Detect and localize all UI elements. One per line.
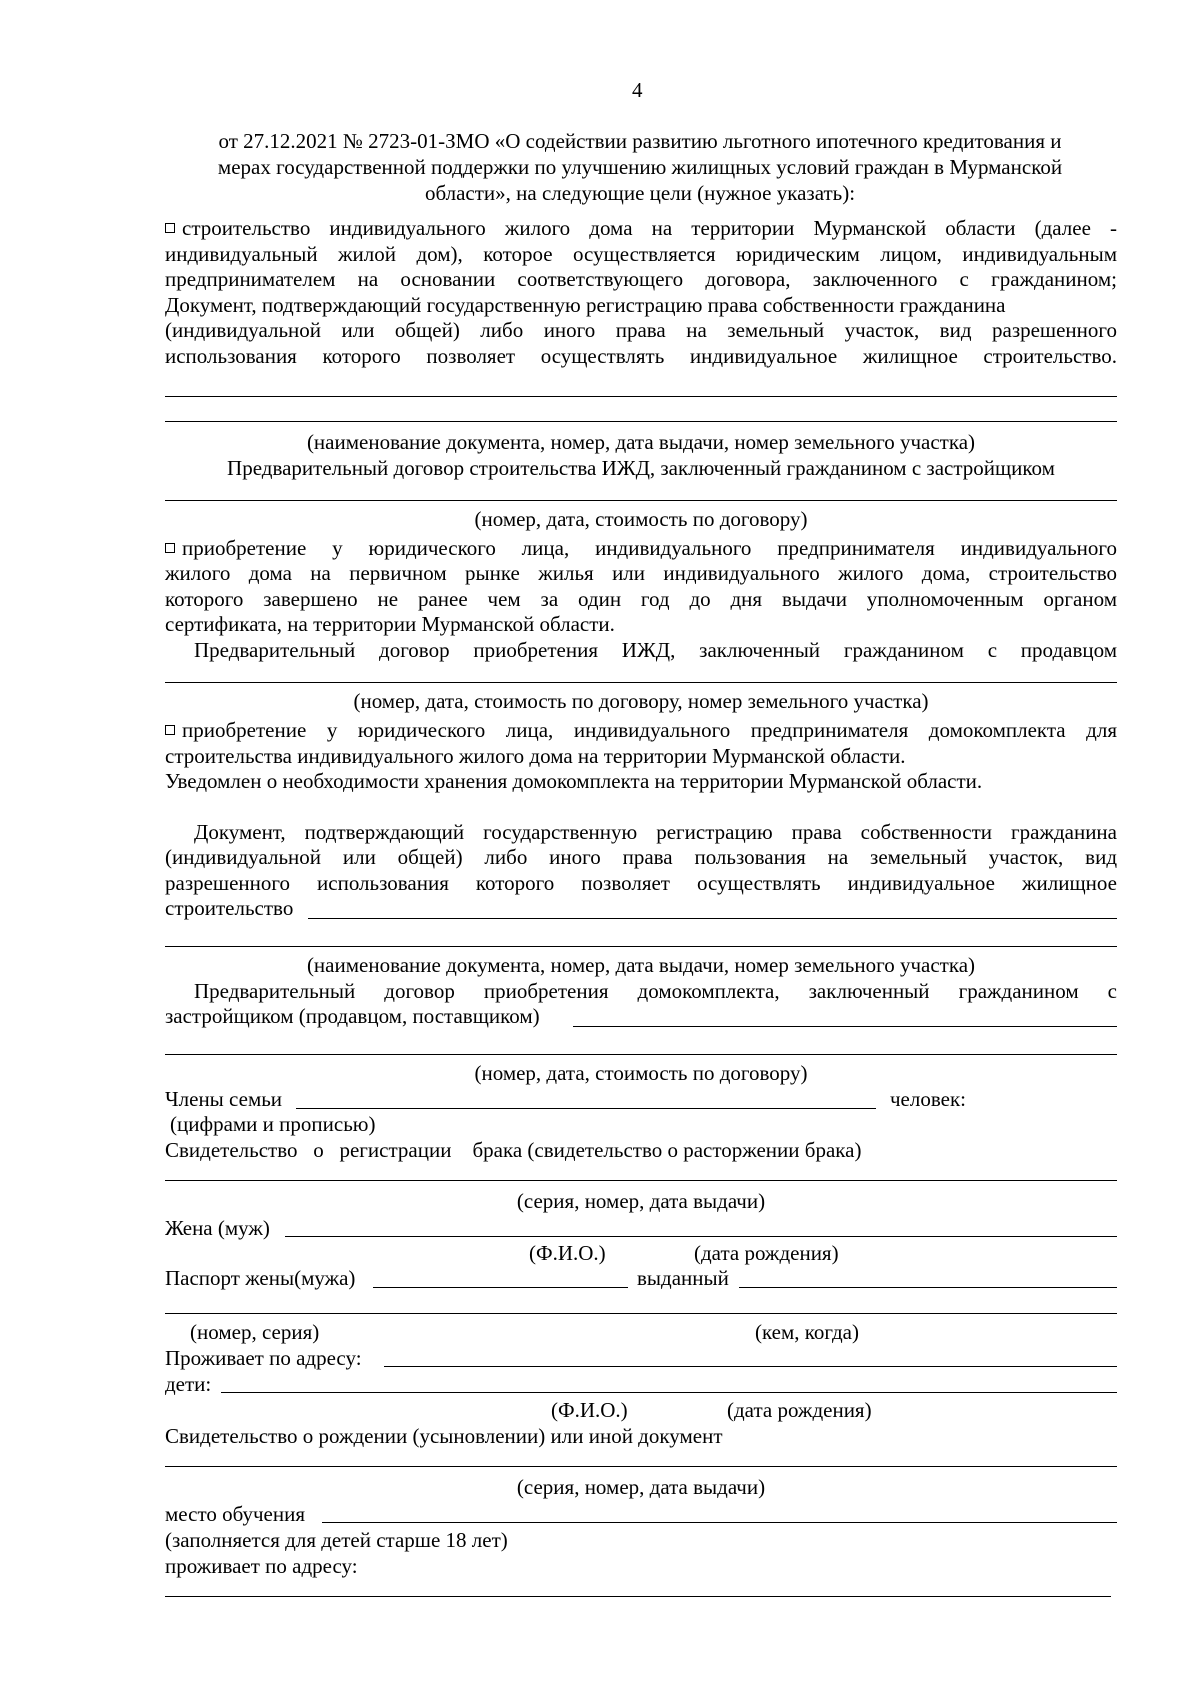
option1-contract-field[interactable] [165,500,1117,501]
header-line-3: области», на следующие цели (нужное указать): [424,181,856,205]
birth-cert-label: Свидетельство о рождении (усыновлении) или иной документ [165,1424,723,1448]
checkbox-purchase-house[interactable] [165,543,175,553]
option1-line-5: (индивидуальной или общей) либо иного права на земельный участок, вид разрешенного [165,318,1117,342]
option3-contract-line-2: застройщиком (продавцом, поставщиком) [165,1004,540,1028]
option1-doc-field-1[interactable] [165,396,1117,397]
persons-label: человек: [890,1087,967,1111]
option1-doc-caption: (наименование документа, номер, дата выдачи, номер земельного участка) [306,430,976,454]
option3-doc-line-1: Документ, подтверждающий государственную регистрацию права собственности гражданина [194,820,1117,844]
number-series-caption: (номер, серия) [190,1320,320,1344]
option1-line-1: строительство индивидуального жилого дома на территории Мурманской области (далее - [165,218,1117,239]
header-line-2: мерах государственной поддержки по улучшению жилищных условий граждан в Мурманской [217,155,1063,179]
option1-contract-label: Предварительный договор строительства ИЖД, заключенный гражданином с застройщиком [227,456,1055,480]
option1-contract-caption: (номер, дата, стоимость по договору) [474,507,808,531]
passport-issued-field[interactable] [739,1287,1117,1288]
family-members-label: Члены семьи [165,1087,283,1111]
child-address-field[interactable] [165,1596,1111,1597]
option1-line-2: индивидуальный жилой дом), которое осуществляется юридическим лицом, индивидуальным [165,242,1117,266]
option1-line-4: Документ, подтверждающий государственную регистрацию права собственности гражданина [165,293,1006,317]
option2-contract-field[interactable] [165,682,1117,683]
spouse-birth-caption: (дата рождения) [694,1241,839,1265]
option3-contract-caption: (номер, дата, стоимость по договору) [474,1061,808,1085]
option3-doc-line-4: строительство [165,896,294,920]
spouse-field[interactable] [285,1236,1117,1237]
page-number: 4 [632,78,643,102]
study-field[interactable] [322,1522,1117,1523]
child-address-label: проживает по адресу: [165,1554,358,1578]
passport-extra-field[interactable] [165,1313,1117,1314]
option1-line-3: предпринимателем на основании соответствующего договора, заключенного с гражданином; [165,267,1117,291]
option2-line-2: жилого дома на первичном рынке жилья или индивидуального жилого дома, строительство [165,561,1117,585]
option3-line-2: строительства индивидуального жилого дома на территории Мурманской области. [165,744,906,768]
option3-doc-field-1[interactable] [308,918,1117,919]
spouse-label: Жена (муж) [165,1216,270,1240]
study-caption: (заполняется для детей старше 18 лет) [165,1528,508,1552]
checkbox-house-kit[interactable] [165,725,175,735]
address-field[interactable] [384,1366,1117,1367]
marriage-cert-label: Свидетельство о регистрации брака (свидетельство о расторжении брака) [165,1138,862,1162]
passport-label: Паспорт жены(мужа) [165,1266,356,1290]
passport-number-field[interactable] [373,1287,628,1288]
option3-contract-field-1[interactable] [573,1026,1117,1027]
option2-contract-label: Предварительный договор приобретения ИЖД, заключенный гражданином с продавцом [194,638,1117,662]
birth-cert-caption: (серия, номер, дата выдачи) [516,1475,766,1499]
marriage-cert-field[interactable] [165,1180,1117,1181]
option1-doc-field-2[interactable] [165,421,1117,422]
option3-contract-field-2[interactable] [165,1054,1117,1055]
option2-contract-caption: (номер, дата, стоимость по договору, номер земельного участка) [353,689,929,713]
children-field[interactable] [221,1392,1117,1393]
birth-cert-field[interactable] [165,1466,1117,1467]
who-when-caption: (кем, когда) [755,1320,859,1344]
option3-line-3: Уведомлен о необходимости хранения домокомплекта на территории Мурманской области. [165,769,983,793]
spouse-fio-caption: (Ф.И.О.) [529,1241,606,1265]
children-birth-caption: (дата рождения) [727,1398,872,1422]
address-label: Проживает по адресу: [165,1346,362,1370]
option3-doc-line-3: разрешенного использования которого позволяет осуществлять индивидуальное жилищное [165,871,1117,895]
marriage-cert-caption: (серия, номер, дата выдачи) [516,1189,766,1213]
option3-contract-line-1: Предварительный договор приобретения домокомплекта, заключенный гражданином с [194,979,1117,1003]
study-label: место обучения [165,1502,306,1526]
option3-doc-line-2: (индивидуальной или общей) либо иного права пользования на земельный участок, вид [165,845,1117,869]
option3-line-1: приобретение у юридического лица, индивидуального предпринимателя домокомплекта для [165,720,1117,741]
digits-caption: (цифрами и прописью) [170,1112,376,1136]
checkbox-construction[interactable] [165,223,175,233]
family-members-field[interactable] [296,1108,876,1109]
option2-line-4: сертификата, на территории Мурманской области. [165,612,615,636]
option2-line-3: которого завершено не ранее чем за один год до дня выдачи уполномоченным органом [165,587,1117,611]
issued-label: выданный [637,1266,729,1290]
children-label: дети: [165,1372,212,1396]
option2-line-1: приобретение у юридического лица, индивидуального предпринимателя индивидуального [165,538,1117,559]
children-fio-caption: (Ф.И.О.) [551,1398,628,1422]
option1-line-6: использования которого позволяет осуществлять индивидуальное жилищное строительство. [165,344,1117,368]
header-line-1: от 27.12.2021 № 2723-01-ЗМО «О содействии развитию льготного ипотечного кредитования и [218,129,1062,153]
option3-doc-field-2[interactable] [165,946,1117,947]
option3-doc-caption: (наименование документа, номер, дата выдачи, номер земельного участка) [306,953,976,977]
